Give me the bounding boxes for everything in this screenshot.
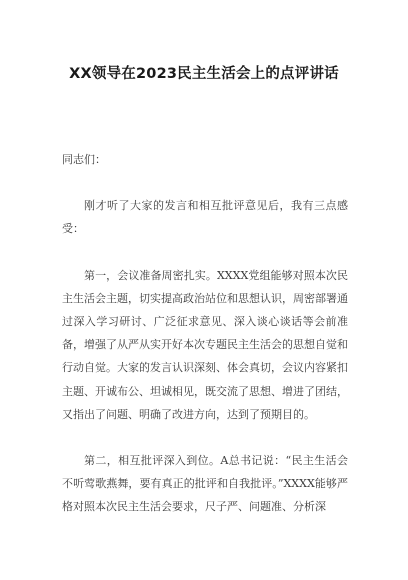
salutation: 同志们： [62, 153, 106, 166]
document-body [62, 148, 348, 519]
paragraph-point-two: 第二，相互批评深入到位。A总书记说：“民主生活会不听莺歌燕舞，要有真正的批评和自我批评。”XXXX能够严格对照本次民主生活会要求，尺子严、问题准、分析深 [62, 454, 348, 514]
paragraph-point-one: 第一，会议准备周密扎实。XXXX党组能够对照本次民主生活会主题，切实提高政治站位和思想认识，周密部署通过深入学习研讨、广泛征求意见、深入谈心谈话等会前准备，增强了从严从实开好本次专题民主生活会的思想自觉和行动自觉。大家的发言认识深刻、体会真切，会议内容紧扣主题、开诚布公、坦诚相见，既交流了思想、增进了团结，又指出了问题、明确了改进方向，达到了预期目的。 [62, 268, 348, 421]
paragraph-intro: 刚才听了大家的发言和相互批评意见后，我有三点感受： [62, 199, 348, 236]
document-title: XX领导在2023民主生活会上的点评讲话 [69, 66, 339, 82]
